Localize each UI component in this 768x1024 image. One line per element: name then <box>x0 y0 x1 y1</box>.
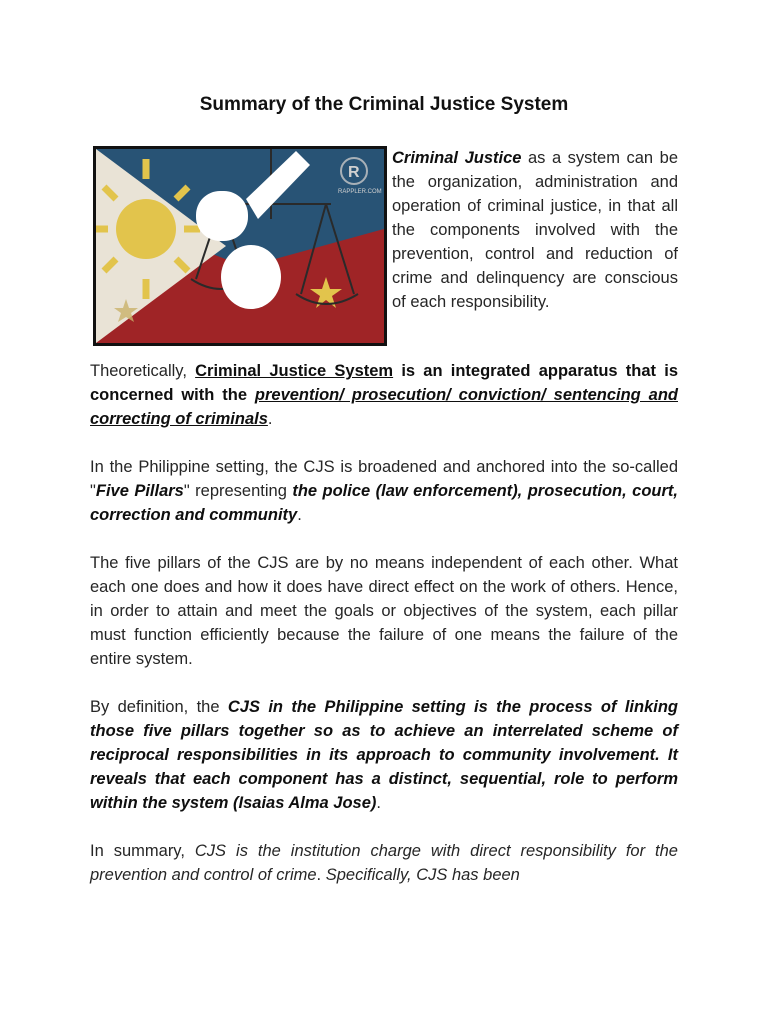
paragraph-philippine-setting <box>90 455 678 527</box>
p5-lead: In summary, <box>90 842 195 860</box>
p4-lead: By definition, the <box>90 698 228 716</box>
p1-end: . <box>267 410 273 428</box>
logo-text: RAPPLER.COM <box>338 189 382 195</box>
p1-emphasis: prevention/ prosecution/ conviction/ sentencing and correcting of criminals <box>90 386 678 428</box>
logo-letter: R <box>348 164 360 181</box>
p2-lead: In the Philippine setting, the CJS is broadened and anchored into the so-called " <box>90 458 678 500</box>
p5-mid: . <box>316 866 326 884</box>
p3-text: The five pillars of the CJS are by no means independent of each other. What each one does and how it does have direct effect on the work of others. Hence, in order to attain and meet the goals or objectives of the system, each pillar must function efficiently because the failure of one means the failure of the entire system. <box>90 554 678 668</box>
p5-emphasis-2: Specifically, CJS has been <box>325 866 520 884</box>
p2-mid: " representing <box>183 482 293 500</box>
p2-emphasis: the police (law enforcement), prosecution, court, correction and community <box>90 482 678 524</box>
intro-paragraph <box>392 146 678 314</box>
p5-emphasis: CJS is the institution charge with direct responsibility for the prevention and control of crime <box>90 842 678 884</box>
p2-end: . <box>297 506 302 524</box>
paragraph-summary <box>90 839 678 887</box>
page-title: Summary of the Criminal Justice System <box>199 94 569 115</box>
flag-justice-illustration <box>96 149 384 343</box>
paragraph-five-pillars <box>90 551 678 671</box>
intro-term: Criminal Justice <box>392 149 522 167</box>
p1-lead: Theoretically, <box>90 362 196 380</box>
p4-emphasis-2: It reveals that each component has a distinct, sequential, role to perform within the system (Isaias Alma Jose) <box>90 746 679 812</box>
p1-mid: is an integrated apparatus that is concerned with the <box>90 362 678 404</box>
flag-justice-image <box>93 146 387 346</box>
paragraph-definition <box>90 695 678 815</box>
p4-end: . <box>376 794 381 812</box>
p4-dot: . <box>655 746 668 764</box>
p1-term: Criminal Justice System <box>195 362 394 380</box>
p2-term: Five Pillars <box>95 482 184 500</box>
intro-text: as a system can be the organization, administration and operation of criminal justice, in that all the components involved with the prevention, control and reduction of crime and delinquency are conscious of each responsibility. <box>392 149 678 311</box>
p4-emphasis: CJS in the Philippine setting is the process of linking those five pillars together so as to achieve an interrelated scheme of reciprocal responsibilities in its approach to community involvement <box>90 698 678 764</box>
paragraph-theoretically <box>90 359 678 431</box>
